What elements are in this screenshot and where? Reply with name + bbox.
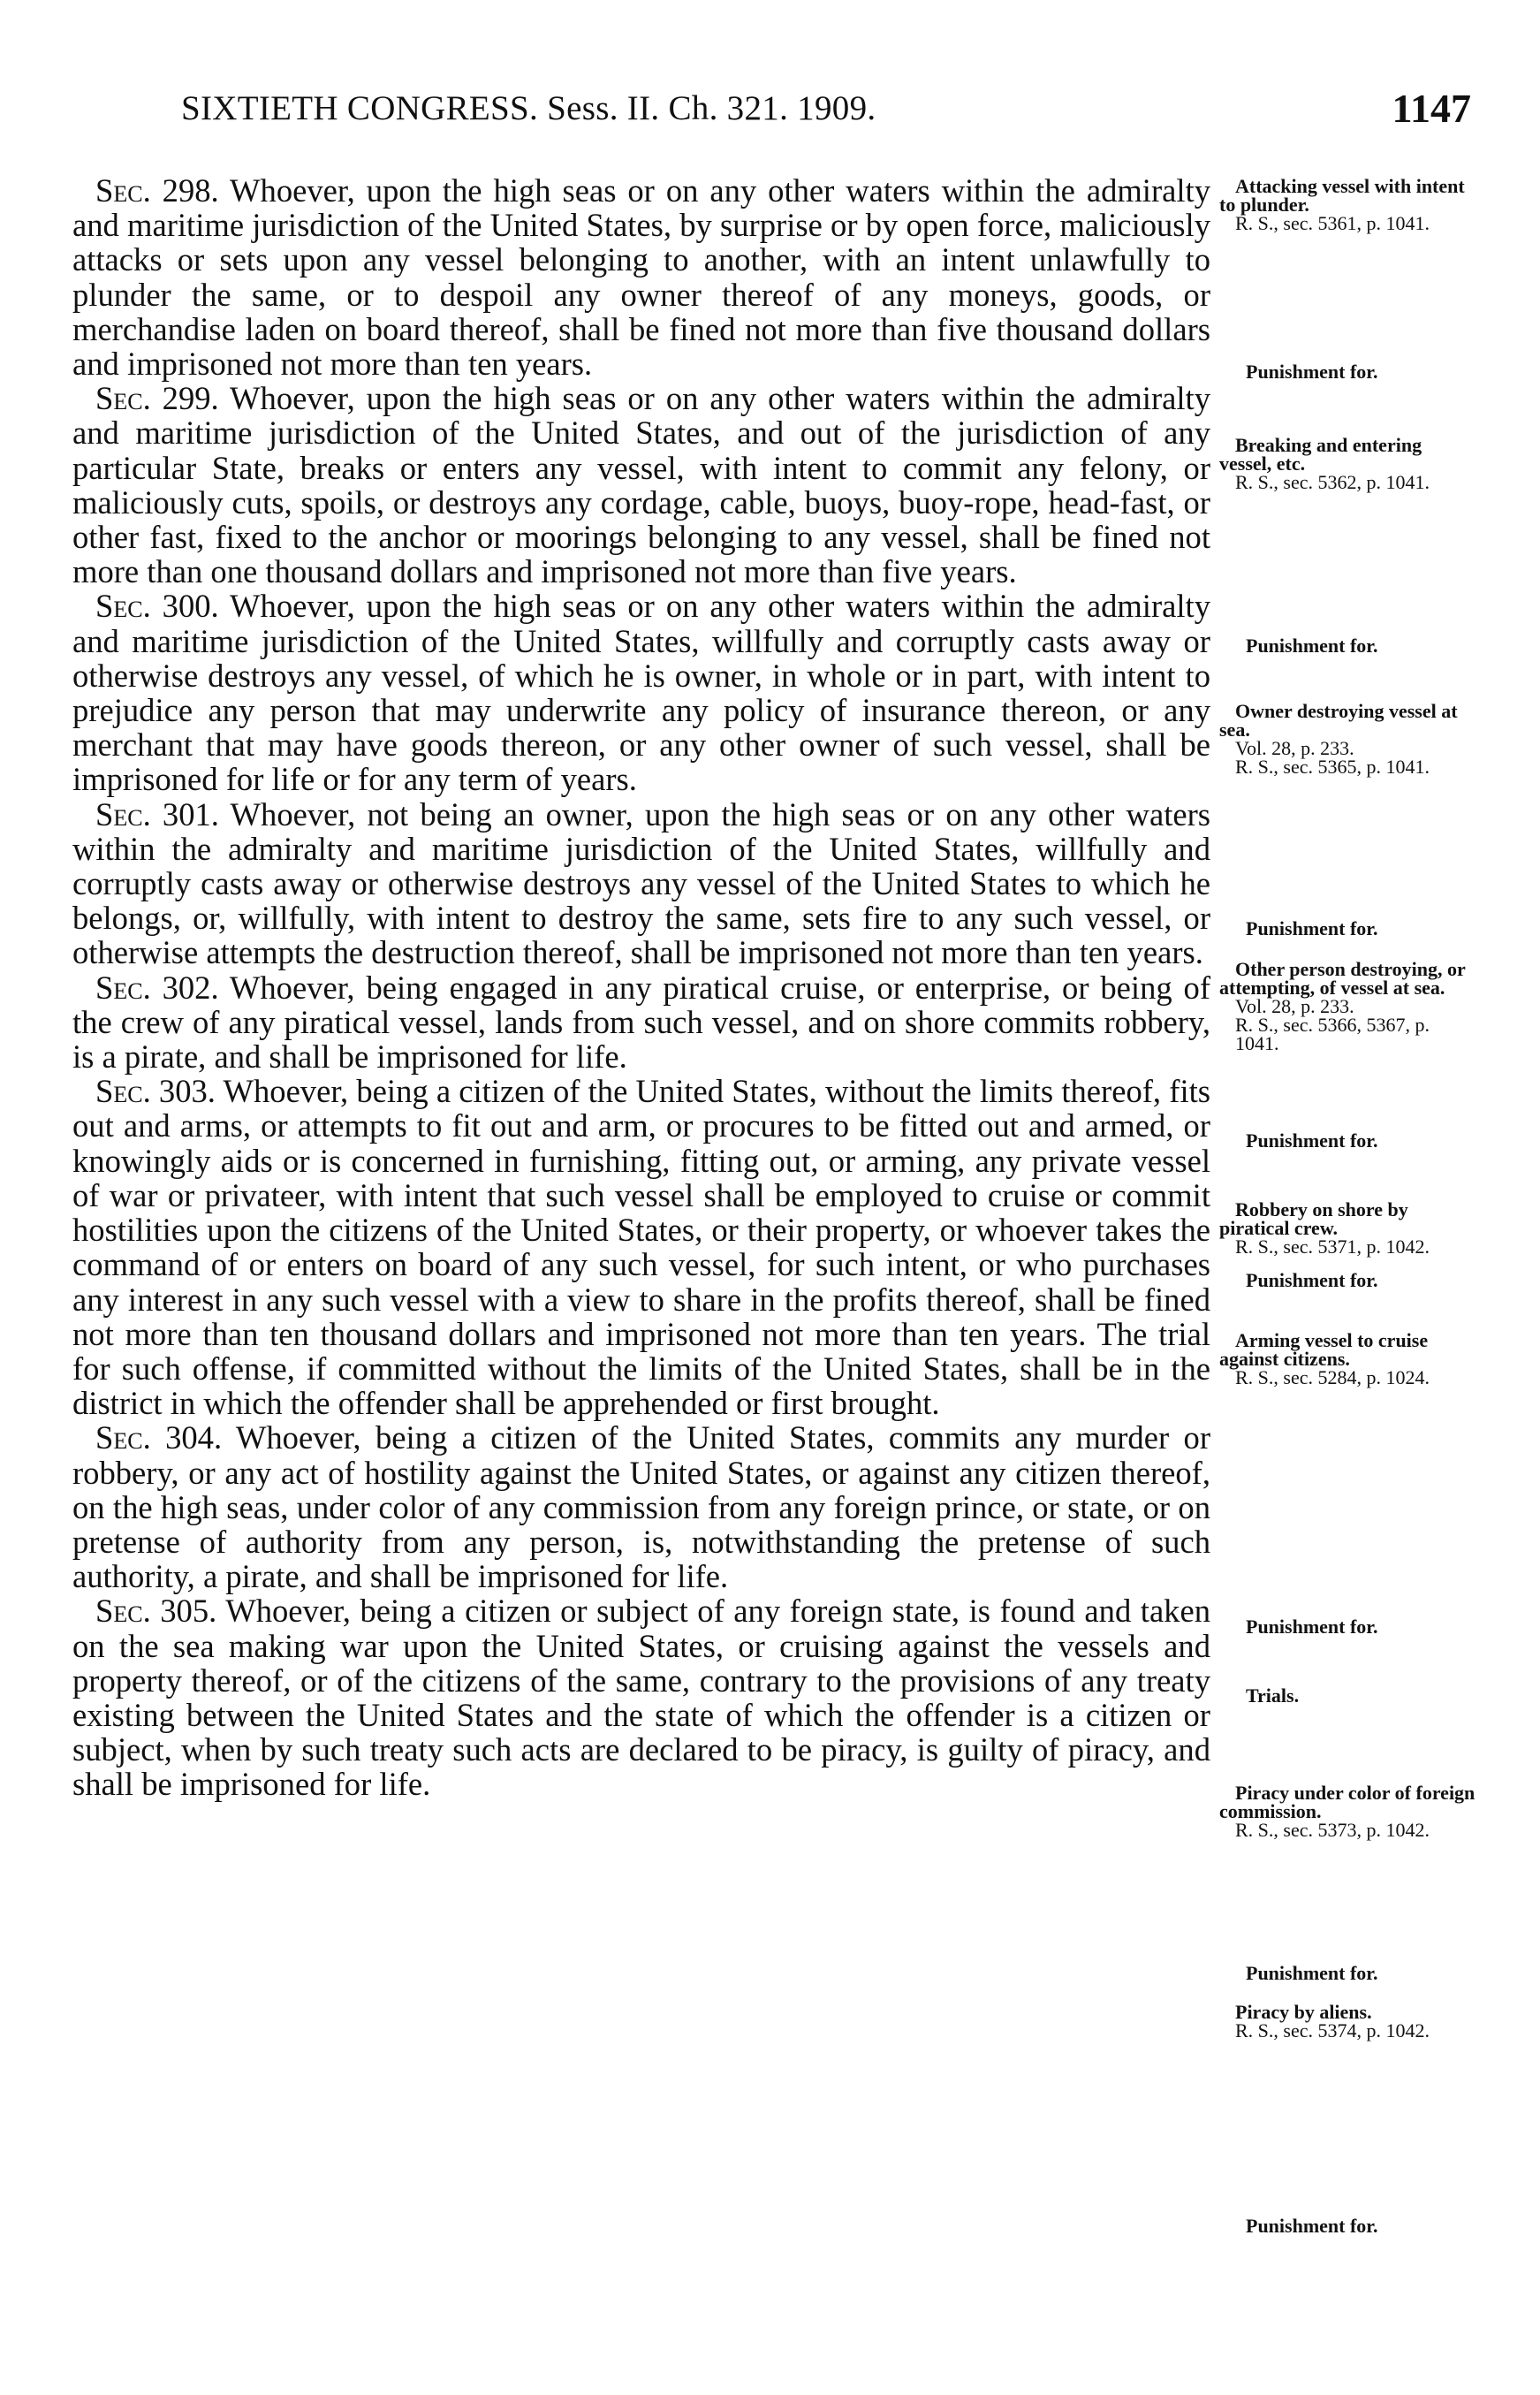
margin-note-citation: Vol. 28, p. 233. (1235, 737, 1354, 759)
section-label: Sec. 299. (95, 380, 219, 417)
margin-note-302 (1219, 1200, 1477, 1256)
section-label: Sec. 300. (95, 588, 219, 625)
margin-note-caption: Piracy under color of foreign commission. (1219, 1782, 1476, 1822)
marginal-notes-column (1219, 173, 1477, 2312)
margin-note-304 (1219, 1783, 1477, 1839)
margin-note-citation: Vol. 28, p. 233. (1235, 995, 1354, 1017)
section-label: Sec. 302. (95, 969, 219, 1006)
margin-note-303 (1219, 1331, 1477, 1387)
margin-note-citation: R. S., sec. 5373, p. 1042. (1235, 1819, 1430, 1841)
margin-note-citation: R. S., sec. 5365, p. 1041. (1235, 756, 1430, 778)
section-label: Sec. 303. (95, 1073, 216, 1110)
statute-text-column (72, 173, 1210, 1802)
punishment-label: Punishment for. (1246, 1616, 1378, 1638)
section-text: Whoever, being a citizen of the United States, without the limits thereof, fits out and arms, or attempts to fit out and arm, or procures to be fitted out and armed, or knowingly aids or is concerned in furnishing, fitting out, or arming, any private vessel of war or privateer, with intent that such vessel shall be employed to cruise or commit hostilities upon the citizens of the United States, or their property, or whoever takes the command of or enters on board of any such vessel, for such intent, or who purchases any interest in any such vessel with a view to share in the profits thereof, shall be fined not more than ten thousand dollars and imprisoned not more than ten years. The trial for such offense, if committed without the limits of the United States, shall be in the district in which the offender shall be apprehended or first brought. (72, 1073, 1211, 1422)
margin-note-citation: R. S., sec. 5374, p. 1042. (1235, 2019, 1430, 2041)
margin-note-298 (1219, 177, 1477, 232)
margin-note-caption: Piracy by aliens. (1235, 2001, 1372, 2023)
section-305 (72, 1593, 1210, 1801)
margin-note-300 (1219, 702, 1477, 776)
margin-note-299 (1219, 436, 1477, 491)
section-label: Sec. 298. (95, 172, 219, 209)
punishment-label: Punishment for. (1246, 2215, 1378, 2237)
section-299 (72, 381, 1210, 589)
section-label: Sec. 301. (95, 795, 219, 833)
punishment-label: Punishment for. (1246, 635, 1378, 657)
margin-note-citation: R. S., sec. 5371, p. 1042. (1235, 1236, 1430, 1258)
margin-note-citation: R. S., sec. 5366, 5367, p. 1041. (1235, 1014, 1430, 1054)
margin-note-caption: Robbery on shore by piratical crew. (1219, 1198, 1408, 1239)
running-head: SIXTIETH CONGRESS. Sess. II. Ch. 321. 1909. (181, 89, 876, 127)
section-302 (72, 970, 1210, 1075)
punishment-label: Punishment for. (1246, 917, 1378, 939)
margin-note-citation: R. S., sec. 5284, p. 1024. (1235, 1366, 1430, 1388)
section-text: Whoever, upon the high seas or on any other waters within the admiralty and maritime jurisdiction of the United States, by surprise or by open force, maliciously attacks or sets upon any vessel belonging to another, with an intent unlawfully to plunder the same, or to despoil any owner thereof of any moneys, goods, or merchandise laden on board thereof, shall be fined not more than five thousand dollars and imprisoned not more than ten years. (72, 172, 1211, 383)
margin-note-caption: Other person destroying, or attempting, of vessel at sea. (1219, 958, 1466, 999)
margin-note-caption: Breaking and entering vessel, etc. (1219, 434, 1422, 475)
margin-note-citation: R. S., sec. 5361, p. 1041. (1235, 212, 1430, 234)
page-number: 1147 (1392, 86, 1471, 131)
section-300 (72, 589, 1210, 796)
margin-note-citation: R. S., sec. 5362, p. 1041. (1235, 471, 1430, 493)
section-text: Whoever, upon the high seas or on any other waters within the admiralty and maritime jurisdiction of the United States, and out of the jurisdiction of any particular State, breaks or enters any vessel, with intent to commit any felony, or maliciously cuts, spoils, or destroys any cordage, cable, buoys, buoy-rope, head-fast, or other fast, fixed to the anchor or moorings belonging to any vessel, shall be fined not more than one thousand dollars and imprisoned not more than five years. (72, 380, 1211, 590)
section-303 (72, 1074, 1210, 1420)
punishment-label: Punishment for. (1246, 1962, 1378, 1984)
section-text: Whoever, being a citizen of the United States, commits any murder or robbery, or any act of hostility against the United States, or against any citizen thereof, on the high seas, under color of any commission from any foreign prince, or state, or on pretense of authority from any person, is, notwithstanding the pretense of such authority, a pirate, and shall be imprisoned for life. (72, 1419, 1211, 1595)
section-text: Whoever, upon the high seas or on any other waters within the admiralty and maritime jurisdiction of the United States, willfully and corruptly casts away or otherwise destroys any vessel, of which he is owner, in whole or in part, with intent to prejudice any person that may underwrite any policy of insurance thereon, or any merchant that may have goods thereon, or any other owner of such vessel, shall be imprisoned for life or for any term of years. (72, 588, 1211, 798)
section-301 (72, 797, 1210, 970)
section-text: Whoever, being a citizen or subject of any foreign state, is found and taken on the sea making war upon the United States, or cruising against the vessels and property thereof, or of the citizens of the same, contrary to the provisions of any treaty existing between the United States and the state of which the offender is a citizen or subject, when by such treaty such acts are declared to be piracy, is guilty of piracy, and shall be imprisoned for life. (72, 1593, 1210, 1803)
section-label: Sec. 305. (95, 1593, 217, 1630)
section-label: Sec. 304. (95, 1419, 223, 1456)
page-header (181, 88, 1471, 141)
margin-note-301 (1219, 960, 1477, 1053)
margin-note-caption: Arming vessel to cruise against citizens. (1219, 1329, 1429, 1370)
punishment-label: Punishment for. (1246, 1129, 1378, 1152)
punishment-label: Punishment for. (1246, 361, 1378, 383)
section-298 (72, 173, 1210, 381)
section-text: Whoever, not being an owner, upon the high seas or on any other waters within the admiralty and maritime jurisdiction of the United States, willfully and corruptly casts away or otherwise destroys any vessel of the United States to which he belongs, or, willfully, with intent to destroy the same, sets fire to any such vessel, or otherwise attempts the destruction thereof, shall be imprisoned not more than ten years. (72, 795, 1211, 971)
section-text: Whoever, being engaged in any piratical cruise, or enterprise, or being of the crew of any piratical vessel, lands from such vessel, and on shore commits robbery, is a pirate, and shall be imprisoned for life. (72, 969, 1210, 1076)
section-304 (72, 1420, 1210, 1593)
margin-note-caption: Owner destroying vessel at sea. (1219, 700, 1458, 741)
trials-label: Trials. (1246, 1684, 1300, 1707)
margin-note-305 (1219, 2003, 1477, 2040)
margin-note-caption: Attacking vessel with intent to plunder. (1219, 175, 1465, 216)
punishment-label: Punishment for. (1246, 1269, 1378, 1291)
